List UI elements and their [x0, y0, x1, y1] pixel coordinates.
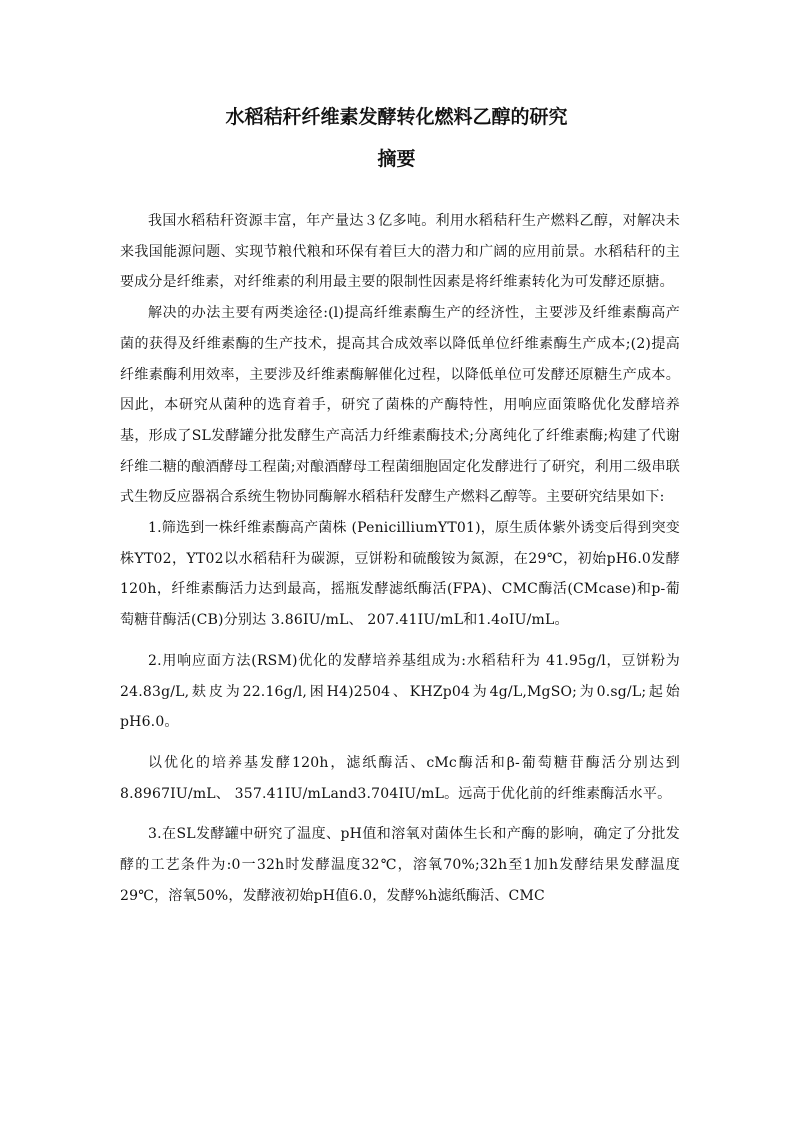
abstract-body — [120, 206, 680, 911]
paragraph-approach: 解决的办法主要有两类途径:(l)提高纤维素酶生产的经济性，主要涉及纤维素酶高产菌的获得及纤维素酶的生产技术，提高其合成效率以降低单位纤维素酶生产成本;(2)提高纤维素酶利用效率，主要涉及纤维素酶解催化过程，以降低单位可发酵还原糖生产成本。因此，本研究从菌种的选育着手，研究了菌株的产酶特性，用响应面策略优化发酵培养基，形成了SL发酵罐分批发酵生产高活力纤维素酶技术;分离纯化了纤维素酶;构建了代谢纤维二糖的酿酒酵母工程菌;对酿酒酵母工程菌细胞固定化发酵进行了研究，利用二级串联式生物反应器祸合系统生物协同酶解水稻秸秆发酵生产燃料乙醇等。主要研究结果如下: — [120, 305, 680, 506]
paragraph-result-1: 1.筛选到一株纤维素酶高产菌株 (PenicilliumYT01)，原生质体紫外诱变后得到突变株YT02，YT02以水稻秸秆为碳源，豆饼粉和硫酸铵为氮源，在29℃，初始pH6.0发酵120h，纤维素酶活力达到最高，摇瓶发酵滤纸酶活(FPA)、CMC酶活(CMcase)和p-葡萄糖苷酶活(CB)分别达 3.86IU/mL、 207.41IU/mL和1.4oIU/mL。 — [120, 520, 680, 629]
abstract-heading: 摘要 — [377, 148, 416, 170]
paragraph-intro: 我国水稻秸秆资源丰富，年产量达３亿多吨。利用水稻秸秆生产燃料乙醇，对解决未来我国能源问题、实现节粮代粮和环保有着巨大的潜力和广阔的应用前景。水稻秸秆的主要成分是纤维素，对纤维素的利用最主要的限制性因素是将纤维素转化为可发酵还原搪。 — [120, 213, 680, 291]
document-title: 水稻秸秆纤维素发酵转化燃料乙醇的研究 — [225, 106, 568, 128]
paragraph-result-2-detail: 以优化的培养基发酵120h，滤纸酶活、cMc酶活和β-葡萄糖苷酶活分别达到8.8967IU/mL、 357.41IU/mLand3.704IU/mL。远高于优化前的纤维素酶活水平。 — [120, 754, 680, 802]
paragraph-result-2: 2.用响应面方法(RSM)优化的发酵培养基组成为:水稻秸秆为 41.95g/l，豆饼粉为 24.83g/L,麸皮为22.16g/l,困H4)2504、KHZp04为4g/L,MgSO;为0.sg/L;起始pH6.0。 — [120, 652, 680, 731]
paragraph-result-3: 3.在SL发酵罐中研究了温度、pH值和溶氧对菌体生长和产酶的影响，确定了分批发酵的工艺条件为:0一32h时发酵温度32℃，溶氧70%;32h至1加h发酵结果发酵温度 29℃，溶氧50%，发酵液初始pH值6.0，发酵%h滤纸酶活、CMC — [120, 826, 680, 904]
